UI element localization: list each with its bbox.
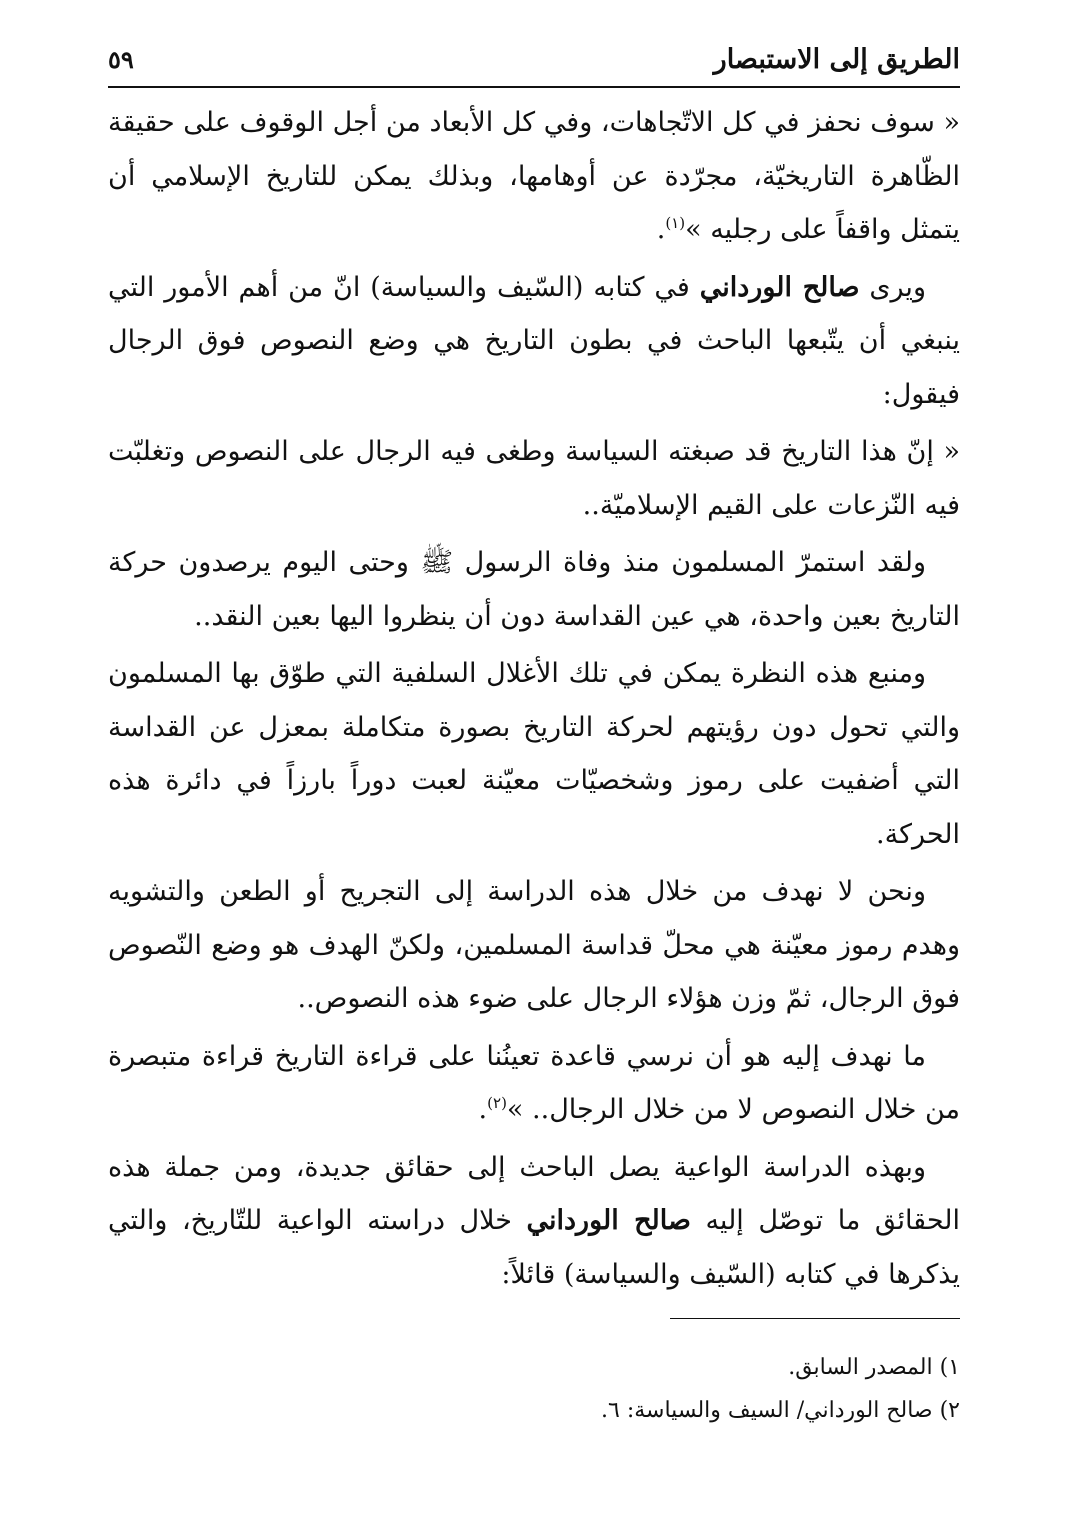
paragraph: ما نهدف إليه هو أن نرسي قاعدة تعينُنا على قراءة التاريخ قراءة متبصرة من خلال النصوص لا من خلال الرجال.. »$^{(٢)}$. xyxy=(108,1040,960,1125)
main-text xyxy=(108,96,960,1305)
footnotes xyxy=(360,1346,960,1432)
footnote-ref: (٢) xyxy=(487,1094,507,1112)
footnote: ٢) صالح الورداني/ السيف والسياسة: ٦. xyxy=(601,1398,960,1423)
page-number: ٥٩ xyxy=(108,44,134,74)
paragraph: ويرى صالح الورداني في كتابه (السّيف والسياسة) انّ من أهم الأمور التي ينبغي أن يتّبعها الباحث في بطون التاريخ هي وضع النصوص فوق الرجال فيقول: xyxy=(108,271,960,410)
running-title: الطريق إلى الاستبصار xyxy=(713,43,960,75)
author-name: صالح الورداني xyxy=(526,1205,691,1236)
paragraph: « سوف نحفز في كل الاتّجاهات، وفي كل الأبعاد من أجل الوقوف على حقيقة الظّاهرة التاريخيّة، مجرّدة عن أوهامها، وبذلك يمكن للتاريخ الإسلامي أن يتمثل واقفاً على رجليه »$^{(١)}$. xyxy=(108,107,960,245)
author-name: صالح الورداني xyxy=(699,271,860,303)
paragraph: « إنّ هذا التاريخ قد صبغته السياسة وطغى فيه الرجال على النصوص وتغلبّت فيه النّزعات على القيم الإسلاميّة.. xyxy=(108,436,960,521)
footnote: ١) المصدر السابق. xyxy=(788,1355,960,1380)
page-header xyxy=(108,36,960,82)
paragraph: ولقد استمرّ المسلمون منذ وفاة الرسول ﷺ وحتى اليوم يرصدون حركة التاريخ بعين واحدة، هي عين القداسة دون أن ينظروا اليها بعين النقد.. xyxy=(108,547,960,632)
paragraph: ومنبع هذه النظرة يمكن في تلك الأغلال السلفية التي طوّق بها المسلمون والتي تحول دون رؤيتهم لحركة التاريخ بصورة متكاملة بمعزل عن القداسة التي أضفيت على رموز وشخصيّات معيّنة لعبت دوراً بارزاً في دائرة هذه الحركة. xyxy=(108,658,960,850)
paragraph: ونحن لا نهدف من خلال هذه الدراسة إلى التجريح أو الطعن والتشويه وهدم رموز معيّنة هي محلّ قداسة المسلمين، ولكنّ الهدف هو وضع النّصوص فوق الرجال، ثمّ وزن هؤلاء الرجال على ضوء هذه النصوص.. xyxy=(108,876,960,1014)
header-rule xyxy=(108,86,960,88)
footnote-rule xyxy=(670,1318,960,1319)
paragraph: وبهذه الدراسة الواعية يصل الباحث إلى حقائق جديدة، ومن جملة هذه الحقائق ما توصّل إليه صالح الورداني خلال دراسته الواعية للتّاريخ، والتي يذكرها في كتابه (السّيف والسياسة) قائلاً: xyxy=(108,1151,960,1290)
footnote-ref: (١) xyxy=(665,214,686,232)
